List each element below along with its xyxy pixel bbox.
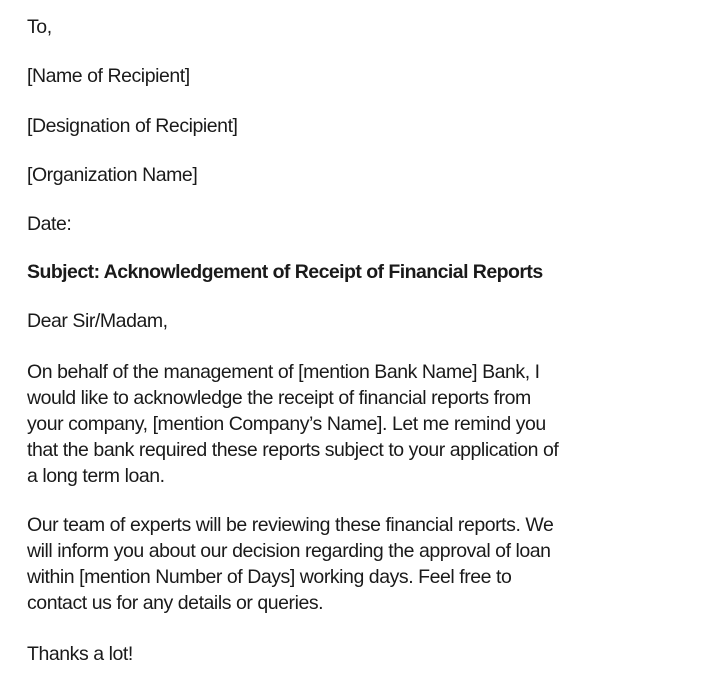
paragraph-1-line: On behalf of the management of [mention Bank Name] Bank, I bbox=[27, 361, 540, 383]
paragraph-1-line: that the bank required these reports subject to your application of bbox=[27, 439, 559, 461]
paragraph-1-line: your company, [mention Company’s Name]. Let me remind you bbox=[27, 413, 546, 435]
paragraph-1-line: would like to acknowledge the receipt of financial reports from bbox=[27, 387, 531, 409]
paragraph-2-line: contact us for any details or queries. bbox=[27, 592, 324, 614]
closing: Thanks a lot! bbox=[27, 643, 133, 665]
subject-line: Subject: Acknowledgement of Receipt of Financial Reports bbox=[27, 261, 543, 283]
paragraph-2-line: Our team of experts will be reviewing these financial reports. We bbox=[27, 514, 554, 536]
organization-name: [Organization Name] bbox=[27, 164, 198, 186]
paragraph-1-line: a long term loan. bbox=[27, 465, 165, 487]
paragraph-2 bbox=[27, 512, 553, 616]
greeting: Dear Sir/Madam, bbox=[27, 310, 168, 332]
paragraph-1 bbox=[27, 359, 558, 489]
recipient-name: [Name of Recipient] bbox=[27, 65, 190, 87]
date-label: Date: bbox=[27, 213, 72, 235]
recipient-designation: [Designation of Recipient] bbox=[27, 115, 238, 137]
paragraph-2-line: will inform you about our decision regarding the approval of loan bbox=[27, 540, 551, 562]
paragraph-2-line: within [mention Number of Days] working days. Feel free to bbox=[27, 566, 512, 588]
to-line: To, bbox=[27, 16, 52, 38]
